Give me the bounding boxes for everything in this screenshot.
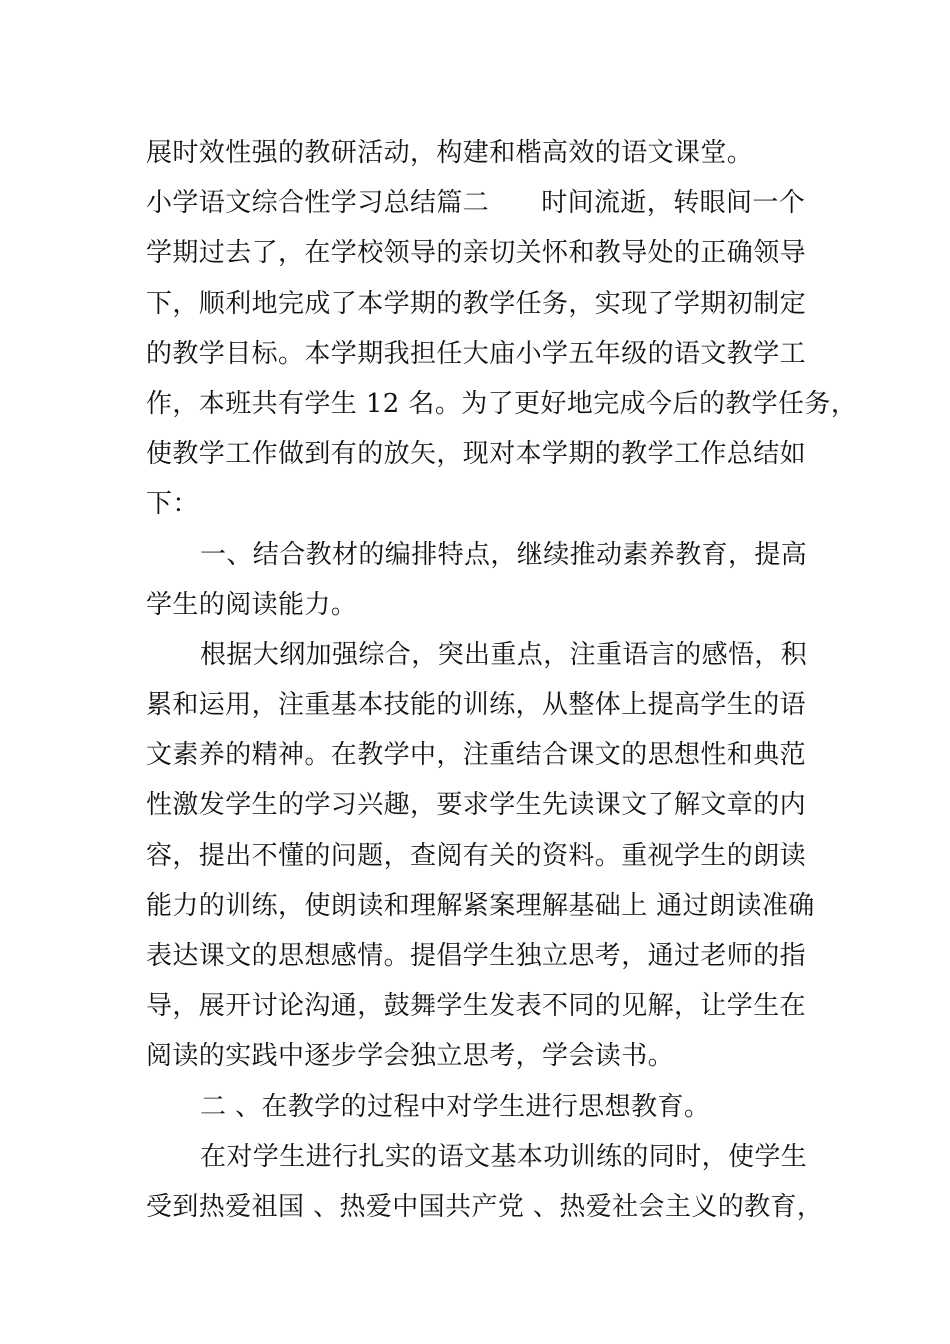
text-line: 导，展开讨论沟通，鼓舞学生发表不同的见解，让学生在 bbox=[146, 991, 807, 1022]
text-line: 的教学目标。本学期我担任大庙小学五年级的语文教学工 bbox=[146, 338, 807, 369]
text-line: 作，本班共有学生 12 名。为了更好地完成今后的教学任务， bbox=[146, 388, 858, 419]
section-heading-2: 二 、在教学的过程中对学生进行思想教育。 bbox=[200, 1091, 711, 1122]
text-line: 表达课文的思想感情。提倡学生独立思考，通过老师的指 bbox=[146, 941, 807, 971]
paragraph-line: 在对学生进行扎实的语文基本功训练的同时，使学生 bbox=[200, 1141, 808, 1172]
text-line: 性激发学生的学习兴趣，要求学生先读课文了解文章的内 bbox=[146, 790, 807, 821]
text-line: 展时效性强的教研活动，构建和楷高效的语文课堂。 bbox=[146, 138, 754, 168]
text-line: 能力的训练，使朗读和理解紧案理解基础上 通过朗读准确 bbox=[146, 890, 815, 921]
paragraph-line: 根据大纲加强综合，突出重点，注重语言的感悟，积 bbox=[200, 639, 808, 670]
text-line: 累和运用，注重基本技能的训练，从整体上提高学生的语 bbox=[146, 690, 807, 721]
section-heading-1: 一、结合教材的编排特点，继续推动素养教育，提高 bbox=[200, 539, 808, 570]
text-line: 容，提出不懂的问题，查阅有关的资料。重视学生的朗读 bbox=[146, 840, 807, 871]
text-line: 阅读的实践中逐步学会独立思考，学会读书。 bbox=[146, 1041, 675, 1072]
document-body bbox=[146, 128, 858, 1232]
text-line-heading bbox=[146, 178, 826, 228]
text-line: 学生的阅读能力。 bbox=[146, 589, 358, 620]
section-title: 小学语文综合性学习总结篇二 bbox=[146, 188, 490, 219]
text-line: 文素养的精神。在教学中，注重结合课文的思想性和典范 bbox=[146, 740, 807, 771]
text-line: 下，顺利地完成了本学期的教学任务，实现了学期初制定 bbox=[146, 288, 807, 319]
text-line: 下： bbox=[146, 489, 199, 520]
text-line: 学期过去了，在学校领导的亲切关怀和教导处的正确领导 bbox=[146, 238, 807, 269]
paragraph-start: 时间流逝，转眼间一个 bbox=[541, 188, 806, 219]
text-line: 使教学工作做到有的放矢，现对本学期的教学工作总结如 bbox=[146, 439, 807, 470]
text-line: 受到热爱祖国 、热爱中国共产党 、热爱社会主义的教育， bbox=[146, 1191, 824, 1222]
